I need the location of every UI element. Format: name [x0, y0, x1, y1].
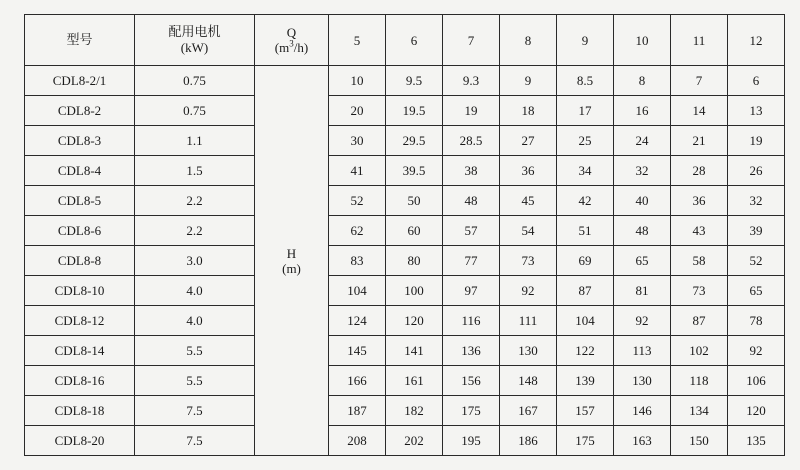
- head-value-cell: 73: [671, 276, 728, 306]
- head-value-cell: 146: [614, 396, 671, 426]
- head-value-cell: 52: [728, 246, 785, 276]
- model-cell: CDL8-3: [25, 126, 135, 156]
- table-row: [25, 246, 785, 276]
- head-value-cell: 118: [671, 366, 728, 396]
- head-value-cell: 202: [386, 426, 443, 456]
- motor-power-cell: 4.0: [135, 276, 255, 306]
- head-value-cell: 120: [386, 306, 443, 336]
- head-axis-label-cell: [255, 66, 329, 456]
- head-value-cell: 41: [329, 156, 386, 186]
- head-value-cell: 157: [557, 396, 614, 426]
- head-value-cell: 80: [386, 246, 443, 276]
- head-value-cell: 134: [671, 396, 728, 426]
- head-value-cell: 58: [671, 246, 728, 276]
- head-value-cell: 65: [614, 246, 671, 276]
- head-value-cell: 9: [500, 66, 557, 96]
- flow-value-header: 6: [386, 15, 443, 66]
- head-value-cell: 40: [614, 186, 671, 216]
- head-value-cell: 92: [500, 276, 557, 306]
- head-value-cell: 100: [386, 276, 443, 306]
- model-cell: CDL8-2: [25, 96, 135, 126]
- head-value-cell: 187: [329, 396, 386, 426]
- flow-value-header: 11: [671, 15, 728, 66]
- head-value-cell: 36: [500, 156, 557, 186]
- head-value-cell: 21: [671, 126, 728, 156]
- motor-power-cell: 1.1: [135, 126, 255, 156]
- head-value-cell: 14: [671, 96, 728, 126]
- motor-label: 配用电机: [168, 25, 221, 40]
- head-value-cell: 50: [386, 186, 443, 216]
- q-label: Q: [286, 25, 297, 40]
- head-value-cell: 8.5: [557, 66, 614, 96]
- table-row: [25, 306, 785, 336]
- head-value-cell: 78: [728, 306, 785, 336]
- head-value-cell: 130: [614, 366, 671, 396]
- head-value-cell: 87: [671, 306, 728, 336]
- head-value-cell: 39.5: [386, 156, 443, 186]
- head-value-cell: 48: [443, 186, 500, 216]
- motor-power-cell: 5.5: [135, 336, 255, 366]
- table-row: [25, 96, 785, 126]
- head-value-cell: 163: [614, 426, 671, 456]
- table-row: [25, 66, 785, 96]
- model-cell: CDL8-10: [25, 276, 135, 306]
- motor-power-cell: 2.2: [135, 216, 255, 246]
- table-row: [25, 216, 785, 246]
- head-value-cell: 42: [557, 186, 614, 216]
- head-value-cell: 111: [500, 306, 557, 336]
- head-value-cell: 148: [500, 366, 557, 396]
- head-value-cell: 208: [329, 426, 386, 456]
- head-value-cell: 81: [614, 276, 671, 306]
- model-header: 型号: [25, 15, 135, 66]
- head-value-cell: 57: [443, 216, 500, 246]
- table-row: [25, 426, 785, 456]
- head-value-cell: 182: [386, 396, 443, 426]
- model-cell: CDL8-2/1: [25, 66, 135, 96]
- head-value-cell: 175: [557, 426, 614, 456]
- header-row: [25, 15, 785, 66]
- head-value-cell: 28.5: [443, 126, 500, 156]
- head-value-cell: 102: [671, 336, 728, 366]
- head-value-cell: 186: [500, 426, 557, 456]
- head-value-cell: 27: [500, 126, 557, 156]
- head-value-cell: 38: [443, 156, 500, 186]
- head-value-cell: 156: [443, 366, 500, 396]
- head-value-cell: 26: [728, 156, 785, 186]
- motor-power-cell: 0.75: [135, 66, 255, 96]
- head-value-cell: 25: [557, 126, 614, 156]
- head-value-cell: 139: [557, 366, 614, 396]
- head-value-cell: 113: [614, 336, 671, 366]
- motor-power-header: [135, 15, 255, 66]
- motor-power-cell: 5.5: [135, 366, 255, 396]
- head-value-cell: 48: [614, 216, 671, 246]
- head-value-cell: 34: [557, 156, 614, 186]
- flow-value-header: 10: [614, 15, 671, 66]
- head-value-cell: 28: [671, 156, 728, 186]
- head-value-cell: 9.5: [386, 66, 443, 96]
- head-value-cell: 104: [557, 306, 614, 336]
- model-cell: CDL8-4: [25, 156, 135, 186]
- head-value-cell: 83: [329, 246, 386, 276]
- table-row: [25, 186, 785, 216]
- head-value-cell: 18: [500, 96, 557, 126]
- flow-value-header: 5: [329, 15, 386, 66]
- head-value-cell: 29.5: [386, 126, 443, 156]
- motor-power-cell: 7.5: [135, 396, 255, 426]
- head-value-cell: 32: [614, 156, 671, 186]
- h-unit: (m): [282, 260, 301, 276]
- head-value-cell: 9.3: [443, 66, 500, 96]
- model-cell: CDL8-14: [25, 336, 135, 366]
- head-value-cell: 19: [728, 126, 785, 156]
- head-value-cell: 167: [500, 396, 557, 426]
- motor-unit: (kW): [180, 40, 209, 55]
- head-value-cell: 106: [728, 366, 785, 396]
- head-value-cell: 135: [728, 426, 785, 456]
- head-value-cell: 77: [443, 246, 500, 276]
- head-value-cell: 92: [614, 306, 671, 336]
- model-cell: CDL8-20: [25, 426, 135, 456]
- head-value-cell: 122: [557, 336, 614, 366]
- head-value-cell: 16: [614, 96, 671, 126]
- motor-power-cell: 4.0: [135, 306, 255, 336]
- model-cell: CDL8-18: [25, 396, 135, 426]
- head-value-cell: 175: [443, 396, 500, 426]
- head-value-cell: 30: [329, 126, 386, 156]
- pump-performance-table: [24, 14, 785, 456]
- head-value-cell: 32: [728, 186, 785, 216]
- head-value-cell: 116: [443, 306, 500, 336]
- head-value-cell: 130: [500, 336, 557, 366]
- table-row: [25, 336, 785, 366]
- table-row: [25, 126, 785, 156]
- motor-power-cell: 7.5: [135, 426, 255, 456]
- head-value-cell: 136: [443, 336, 500, 366]
- motor-power-cell: 1.5: [135, 156, 255, 186]
- motor-power-cell: 2.2: [135, 186, 255, 216]
- head-value-cell: 6: [728, 66, 785, 96]
- flow-value-header: 7: [443, 15, 500, 66]
- head-value-cell: 145: [329, 336, 386, 366]
- head-value-cell: 60: [386, 216, 443, 246]
- head-value-cell: 19: [443, 96, 500, 126]
- flow-value-header: 9: [557, 15, 614, 66]
- model-cell: CDL8-8: [25, 246, 135, 276]
- head-value-cell: 10: [329, 66, 386, 96]
- head-value-cell: 87: [557, 276, 614, 306]
- head-value-cell: 195: [443, 426, 500, 456]
- head-value-cell: 24: [614, 126, 671, 156]
- flow-value-header: 12: [728, 15, 785, 66]
- head-value-cell: 13: [728, 96, 785, 126]
- head-value-cell: 104: [329, 276, 386, 306]
- model-cell: CDL8-12: [25, 306, 135, 336]
- h-label: H: [286, 245, 297, 261]
- motor-power-cell: 3.0: [135, 246, 255, 276]
- head-value-cell: 120: [728, 396, 785, 426]
- model-cell: CDL8-16: [25, 366, 135, 396]
- head-value-cell: 92: [728, 336, 785, 366]
- head-value-cell: 17: [557, 96, 614, 126]
- head-value-cell: 166: [329, 366, 386, 396]
- table-row: [25, 396, 785, 426]
- head-value-cell: 45: [500, 186, 557, 216]
- head-value-cell: 141: [386, 336, 443, 366]
- head-value-cell: 124: [329, 306, 386, 336]
- head-value-cell: 8: [614, 66, 671, 96]
- head-value-cell: 161: [386, 366, 443, 396]
- head-value-cell: 43: [671, 216, 728, 246]
- head-value-cell: 73: [500, 246, 557, 276]
- model-cell: CDL8-5: [25, 186, 135, 216]
- model-cell: CDL8-6: [25, 216, 135, 246]
- flow-value-header: 8: [500, 15, 557, 66]
- head-value-cell: 54: [500, 216, 557, 246]
- table-row: [25, 366, 785, 396]
- motor-power-cell: 0.75: [135, 96, 255, 126]
- head-value-cell: 65: [728, 276, 785, 306]
- head-value-cell: 52: [329, 186, 386, 216]
- head-value-cell: 19.5: [386, 96, 443, 126]
- head-value-cell: 150: [671, 426, 728, 456]
- head-value-cell: 69: [557, 246, 614, 276]
- head-value-cell: 62: [329, 216, 386, 246]
- flow-rate-header: [255, 15, 329, 66]
- head-value-cell: 36: [671, 186, 728, 216]
- head-value-cell: 39: [728, 216, 785, 246]
- head-value-cell: 51: [557, 216, 614, 246]
- head-value-cell: 7: [671, 66, 728, 96]
- head-value-cell: 20: [329, 96, 386, 126]
- head-value-cell: 97: [443, 276, 500, 306]
- table-row: [25, 156, 785, 186]
- q-unit: $(m^3/h)$: [274, 38, 309, 55]
- table-row: [25, 276, 785, 306]
